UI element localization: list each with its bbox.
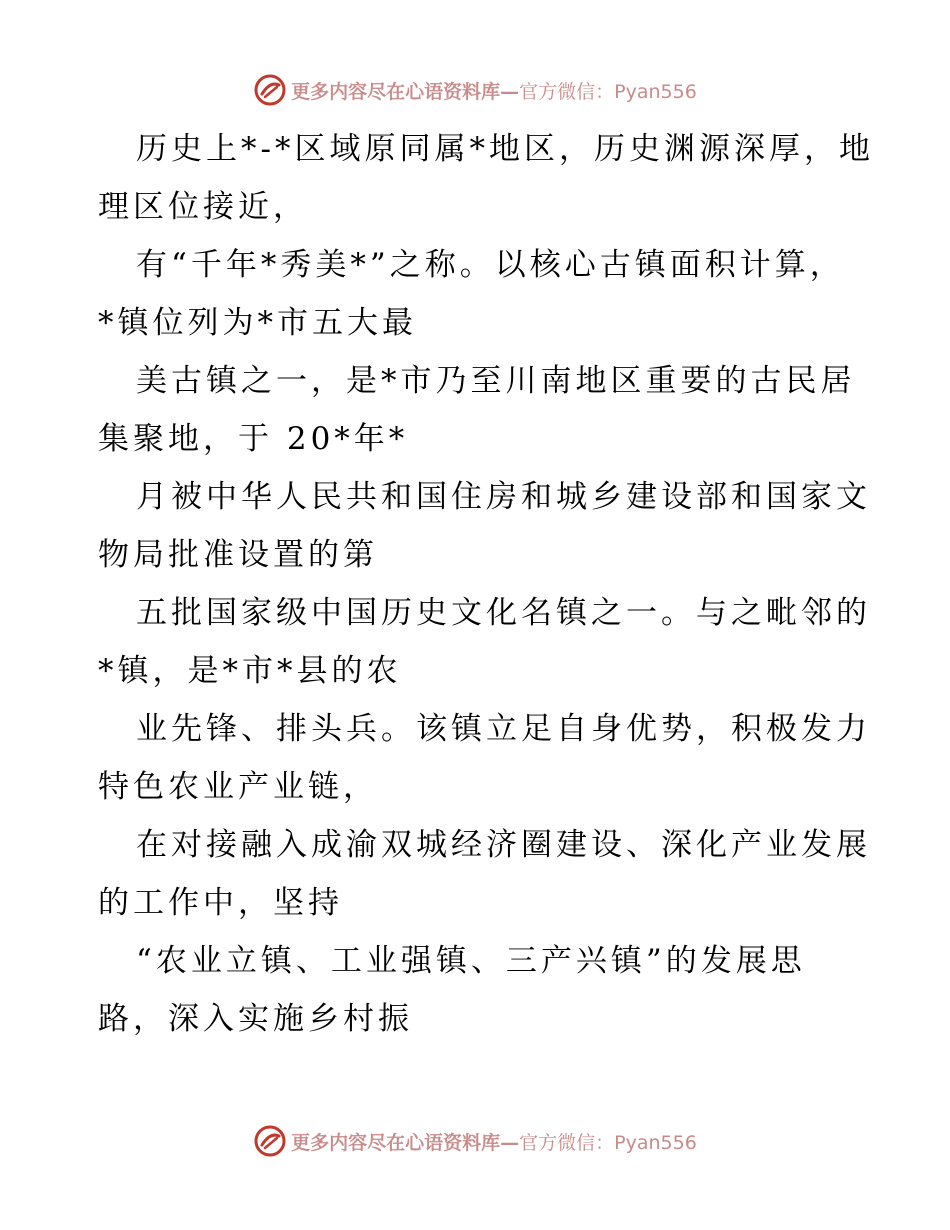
text-line: 物局批准设置的第 <box>98 537 378 573</box>
text-line: 特色农业产业链， <box>98 769 378 805</box>
text-line: 集聚地，于 20*年* <box>98 421 409 457</box>
header-banner <box>0 70 950 110</box>
text-line: 美古镇之一，是*市乃至川南地区重要的古民居 <box>136 363 856 399</box>
banner-text <box>291 77 697 104</box>
footer-banner <box>0 1121 950 1161</box>
text-line: 路，深入实施乡村振 <box>98 1001 413 1037</box>
banner-main-text: 更多内容尽在心语资料库— <box>291 80 520 103</box>
banner-text <box>291 1128 697 1155</box>
text-line: *镇，是*市*县的农 <box>98 653 402 689</box>
text-line: 月被中华人民共和国住房和城乡建设部和国家文 <box>136 479 871 515</box>
banner-wechat-text: 官方微信：Pyan556 <box>519 1131 697 1154</box>
text-line: 的工作中，坚持 <box>98 885 343 921</box>
document-body <box>98 120 874 1048</box>
brand-logo-icon <box>253 73 287 107</box>
banner-wechat-text: 官方微信：Pyan556 <box>519 80 697 103</box>
text-line: 有“千年*秀美*”之称。以核心古镇面积计算， <box>136 247 845 283</box>
text-line: 五批国家级中国历史文化名镇之一。与之毗邻的 <box>136 595 871 631</box>
text-line: 理区位接近， <box>98 189 308 225</box>
text-line: *镇位列为*市五大最 <box>98 305 417 341</box>
brand-logo-icon <box>253 1124 287 1158</box>
text-line: “农业立镇、工业强镇、三产兴镇”的发展思 <box>136 943 806 979</box>
text-line: 业先锋、排头兵。该镇立足自身优势，积极发力 <box>136 711 871 747</box>
banner-main-text: 更多内容尽在心语资料库— <box>291 1131 520 1154</box>
text-line: 历史上*-*区域原同属*地区，历史渊源深厚，地 <box>136 131 874 167</box>
text-line: 在对接融入成渝双城经济圈建设、深化产业发展 <box>136 827 871 863</box>
